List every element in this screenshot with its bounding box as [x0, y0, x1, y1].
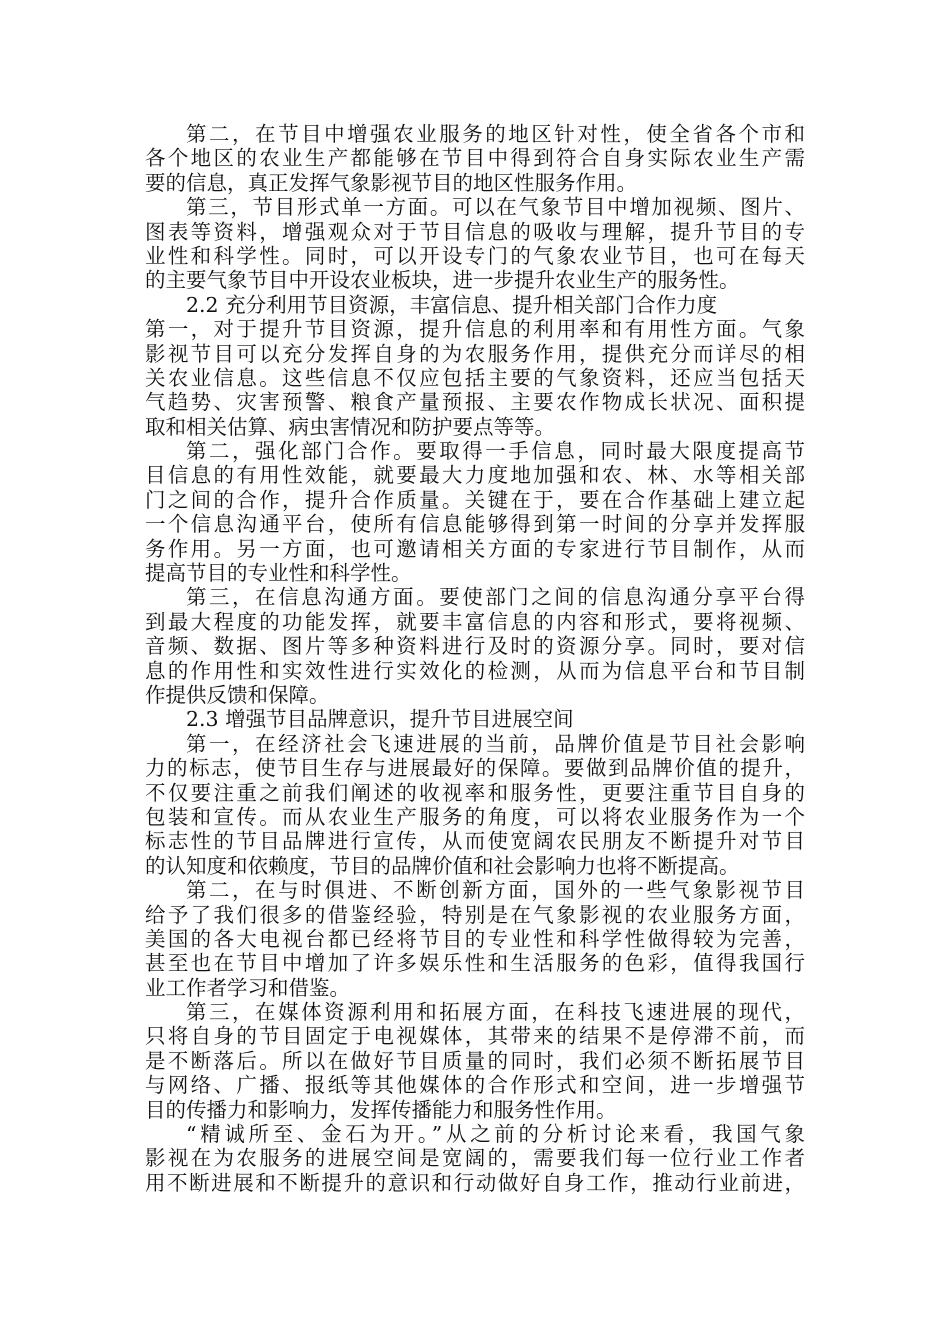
text-line: 2.2 充分利用节目资源，丰富信息、提升相关部门合作力度 — [186, 292, 718, 317]
text-line: 第二，强化部门合作。要取得一手信息，同时最大限度提高节 — [186, 439, 805, 464]
text-line: 影视节目可以充分发挥自身的为农服务作用，提供充分而详尽的相 — [145, 341, 805, 366]
paragraph — [145, 439, 805, 585]
text-line: 不仅要注重之前我们阐述的收视率和服务性，更要注重节目自身的 — [145, 780, 805, 805]
text-line: 到最大程度的功能发挥，就要丰富信息的内容和形式，要将视频、 — [145, 609, 805, 634]
text-line: 第三，在媒体资源利用和拓展方面，在科技飞速进展的现代， — [186, 1000, 805, 1025]
text-line: 取和相关估算、病虫害情况和防护要点等等。 — [145, 414, 555, 439]
paragraph — [145, 878, 805, 1000]
text-line: 各个地区的农业生产都能够在节目中得到符合自身实际农业生产需 — [145, 146, 805, 171]
document-page — [145, 122, 805, 1195]
section-heading — [145, 707, 805, 731]
text-line: 第三，节目形式单一方面。可以在气象节目中增加视频、图片、 — [186, 195, 805, 220]
text-line: 要的信息，真正发挥气象影视节目的地区性服务作用。 — [145, 170, 637, 195]
text-line: 第二，在与时俱进、不断创新方面，国外的一些气象影视节目 — [186, 878, 805, 903]
text-line: 提高节目的专业性和科学性。 — [145, 561, 412, 586]
text-line: 门之间的合作，提升合作质量。关键在于，要在合作基础上建立起 — [145, 487, 805, 512]
text-line: 与网络、广播、报纸等其他媒体的合作形式和空间，进一步增强节 — [145, 1073, 805, 1098]
paragraph — [145, 317, 805, 439]
text-line: 用不断进展和不断提升的意识和行动做好自身工作，推动行业前进， — [145, 1170, 805, 1195]
text-line: 只将自身的节目固定于电视媒体，其带来的结果不是停滞不前，而 — [145, 1024, 805, 1049]
text-line: 目信息的有用性效能，就要最大力度地加强和农、林、水等相关部 — [145, 463, 805, 488]
text-line: 第一，在经济社会飞速进展的当前，品牌价值是节目社会影响 — [186, 731, 805, 756]
paragraph — [145, 732, 805, 878]
paragraph — [145, 122, 805, 195]
text-line: 关农业信息。这些信息不仅应包括主要的气象资料，还应当包括天 — [145, 365, 805, 390]
text-line: 的认知度和依赖度，节目的品牌价值和社会影响力也将不断提高。 — [145, 853, 740, 878]
text-line: 务作用。另一方面，也可邀请相关方面的专家进行节目制作，从而 — [145, 536, 805, 561]
text-line: 标志性的节目品牌进行宣传，从而使宽阔农民朋友不断提升对节目 — [145, 829, 805, 854]
text-line: 包装和宣传。而从农业生产服务的角度，可以将农业服务作为一个 — [145, 804, 805, 829]
section-heading — [145, 293, 805, 317]
text-line: 甚至也在节目中增加了许多娱乐性和生活服务的色彩，值得我国行 — [145, 951, 805, 976]
text-line: 作提供反馈和保障。 — [145, 682, 330, 707]
text-line: 第一，对于提升节目资源，提升信息的利用率和有用性方面。气象 — [145, 317, 805, 342]
text-line: 影视在为农服务的进展空间是宽阔的，需要我们每一位行业工作者 — [145, 1146, 805, 1171]
text-line: 音频、数据、图片等多种资料进行及时的资源分享。同时，要对信 — [145, 634, 805, 659]
text-line: “精诚所至、金石为开。”从之前的分析讨论来看，我国气象 — [186, 1122, 805, 1147]
text-line: 美国的各大电视台都已经将节目的专业性和科学性做得较为完善， — [145, 926, 805, 951]
text-line: 2.3 增强节目品牌意识，提升节目进展空间 — [186, 707, 574, 732]
text-line: 给予了我们很多的借鉴经验，特别是在气象影视的农业服务方面， — [145, 902, 805, 927]
text-line: 第三，在信息沟通方面。要使部门之间的信息沟通分享平台得 — [186, 585, 805, 610]
paragraph — [145, 195, 805, 293]
text-line: 息的作用性和实效性进行实效化的检测，从而为信息平台和节目制 — [145, 658, 805, 683]
text-line: 目的传播力和影响力，发挥传播能力和服务性作用。 — [145, 1097, 617, 1122]
text-line: 第二，在节目中增强农业服务的地区针对性，使全省各个市和 — [186, 122, 805, 146]
text-line: 气趋势、灾害预警、粮食产量预报、主要农作物成长状况、面积提 — [145, 390, 805, 415]
text-line: 一个信息沟通平台，使所有信息能够得到第一时间的分享并发挥服 — [145, 512, 805, 537]
paragraph — [145, 585, 805, 707]
paragraph — [145, 1122, 805, 1195]
paragraph — [145, 1000, 805, 1122]
text-line: 的主要气象节目中开设农业板块，进一步提升农业生产的服务性。 — [145, 268, 740, 293]
text-line: 业工作者学习和借鉴。 — [145, 975, 350, 1000]
text-line: 是不断落后。所以在做好节目质量的同时，我们必须不断拓展节目 — [145, 1048, 805, 1073]
text-line: 业性和科学性。同时，可以开设专门的气象农业节目，也可在每天 — [145, 243, 805, 268]
text-line: 力的标志，使节目生存与进展最好的保障。要做到品牌价值的提升， — [145, 756, 805, 781]
text-line: 图表等资料，增强观众对于节目信息的吸收与理解，提升节目的专 — [145, 219, 805, 244]
